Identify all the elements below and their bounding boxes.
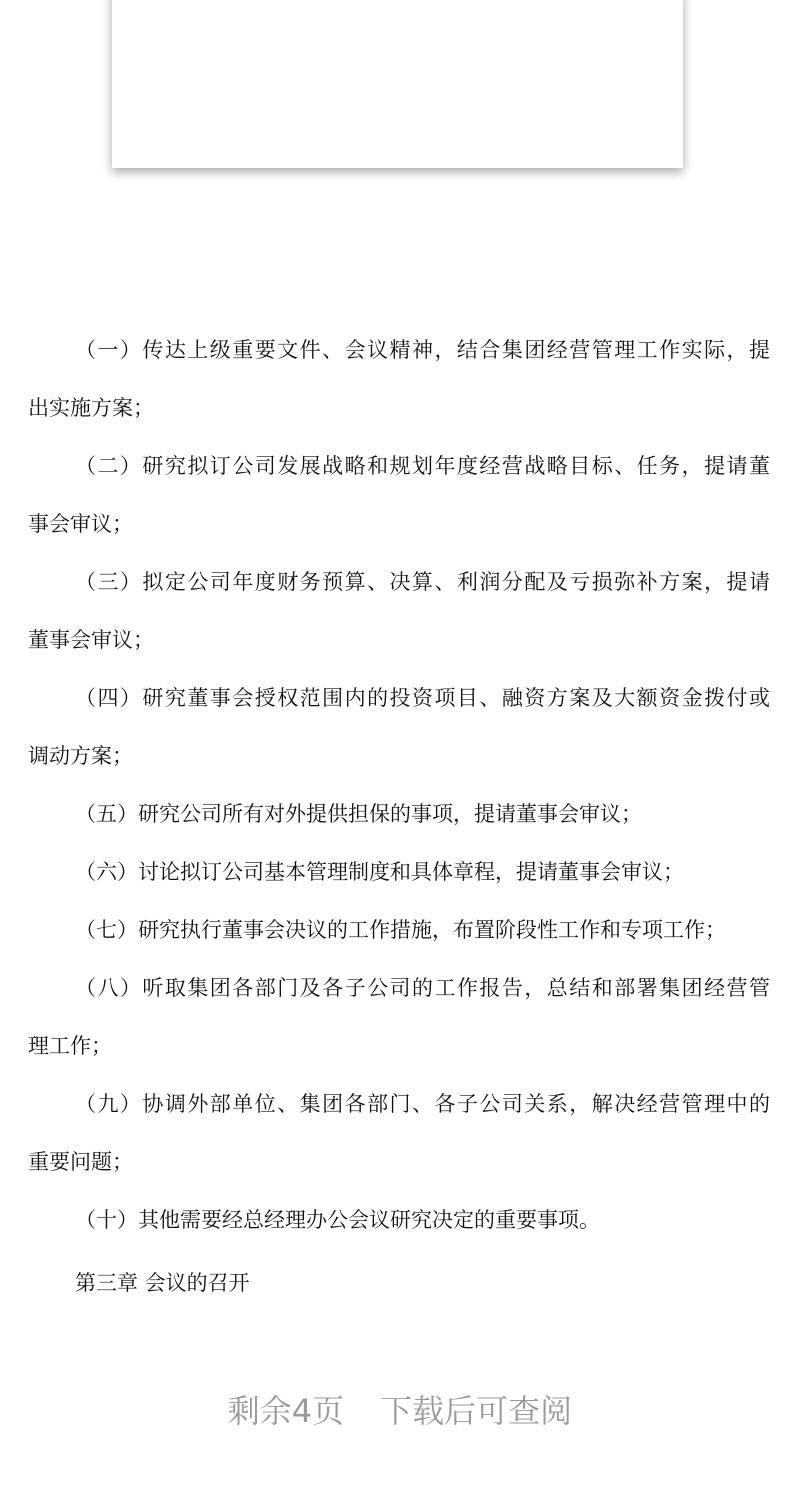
chapter-heading: 第三章 会议的召开 [75,1271,250,1295]
paragraph [28,561,770,677]
paragraph-line: 董事会审议； [28,628,154,652]
paragraph [28,851,770,909]
paragraph [28,677,770,793]
paragraph [28,445,770,561]
paragraph [28,909,770,967]
document-body [28,329,770,1257]
paragraph-line: （四）研究董事会授权范围内的投资项目、融资方案及大额资金拨付或 [75,686,770,710]
paragraph-line: 事会审议； [28,512,133,536]
paragraph-line: （二）研究拟订公司发展战略和规划年度经营战略目标、任务，提请董 [75,454,770,478]
paragraph [28,329,770,445]
paragraph [28,793,770,851]
paragraph-line: （六）讨论拟订公司基本管理制度和具体章程，提请董事会审议； [75,860,684,884]
remaining-pages-text: 剩余4页 [227,1392,345,1430]
paragraph-line: 理工作； [28,1034,112,1058]
previous-page-preview [112,0,683,168]
paragraph [28,1199,770,1257]
paragraph-line: （三）拟定公司年度财务预算、决算、利润分配及亏损弥补方案，提请 [75,570,770,594]
paragraph-line: （七）研究执行董事会决议的工作措施，布置阶段性工作和专项工作； [75,918,726,942]
paragraph-line: （九）协调外部单位、集团各部门、各子公司关系，解决经营管理中的 [75,1092,770,1116]
paragraph-line: 重要问题； [28,1150,133,1174]
paragraph-line: 出实施方案； [28,396,154,420]
paragraph-line: （一）传达上级重要文件、会议精神，结合集团经营管理工作实际，提 [75,338,770,362]
paragraph-line: 调动方案； [28,744,133,768]
paragraph-line: （五）研究公司所有对外提供担保的事项，提请董事会审议； [75,802,642,826]
download-prompt[interactable] [0,1386,800,1432]
paragraph [28,1083,770,1199]
download-to-view-text: 下载后可查阅 [380,1392,573,1430]
paragraph-line: （八）听取集团各部门及各子公司的工作报告，总结和部署集团经营管 [75,976,770,1000]
paragraph-line: （十）其他需要经总经理办公会议研究决定的重要事项。 [75,1208,600,1232]
paragraph [28,967,770,1083]
